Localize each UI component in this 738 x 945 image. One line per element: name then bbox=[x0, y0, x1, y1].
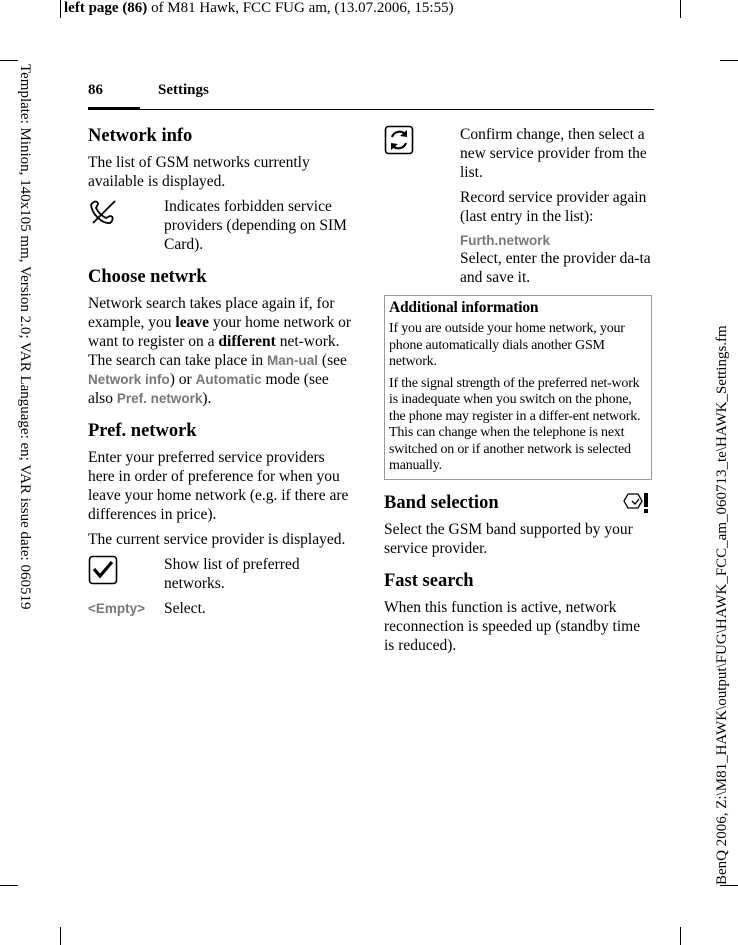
pref-network-label: Pref. network bbox=[116, 391, 203, 406]
page-number: 86 bbox=[88, 82, 103, 98]
choose-text-2: your home network or want to register on a bbox=[88, 314, 352, 350]
print-slug bbox=[64, 0, 454, 17]
confirm-row bbox=[384, 125, 652, 182]
current-provider-text: The current service provider is displayed. bbox=[88, 531, 346, 548]
choose-text-5: ) or bbox=[169, 371, 196, 388]
network-info-label: Network info bbox=[88, 372, 170, 387]
confirm-text: Confirm change, then select a new service provider from the list. bbox=[460, 126, 647, 181]
print-slug-rest: of M81 Hawk, FCC FUG am, (13.07.2006, 15:55) bbox=[147, 0, 454, 16]
crop-mark bbox=[720, 885, 738, 886]
crop-mark bbox=[720, 60, 738, 61]
forbidden-icon bbox=[88, 197, 118, 232]
furth-network-block bbox=[460, 232, 652, 287]
additional-info-title: Additional information bbox=[389, 299, 539, 316]
left-column bbox=[88, 125, 354, 624]
choose-network-heading: Choose netwrk bbox=[88, 267, 207, 287]
additional-info-p2: If the signal strength of the preferred net-work is inadequate when you switch on the phone, the phone may register in a differ-ent network. This can change when the telephone is next switched on or if another network is selected manually. bbox=[389, 375, 641, 473]
additional-info-box bbox=[384, 295, 652, 480]
header-rule bbox=[88, 109, 654, 110]
header-rule-accent bbox=[88, 107, 140, 110]
print-slug-bold: left page (86) bbox=[64, 0, 148, 16]
empty-row bbox=[88, 599, 354, 618]
choose-text-7: ). bbox=[202, 390, 212, 407]
network-info-text: The list of GSM networks currently available is displayed. bbox=[88, 154, 310, 190]
pref-network-text: Enter your preferred service providers here in order of preference for when you leave your home network (e.g. if there are differences in price). bbox=[88, 449, 349, 523]
network-info-heading: Network info bbox=[88, 126, 193, 146]
crop-mark bbox=[60, 0, 61, 18]
band-selection-text: Select the GSM band supported by your service provider. bbox=[384, 520, 633, 557]
furth-network-label: Furth.network bbox=[460, 233, 550, 248]
template-note bbox=[11, 64, 33, 664]
choose-text-4: (see bbox=[318, 352, 347, 369]
different-bold: different bbox=[218, 333, 276, 350]
choose-text-1: Network search takes place again if, for example, you bbox=[88, 295, 335, 331]
manual-label: Man-ual bbox=[267, 353, 319, 368]
page-header bbox=[88, 82, 654, 110]
forbidden-row bbox=[88, 197, 354, 254]
crop-mark bbox=[680, 927, 681, 945]
band-selection-title: Band selection bbox=[384, 492, 499, 513]
network-dependent-icon bbox=[622, 490, 652, 522]
fast-search-text: When this function is active, network reconnection is speeded up (standby time is reduced). bbox=[384, 598, 641, 654]
right-column bbox=[384, 125, 652, 661]
select-text: Select. bbox=[164, 600, 206, 617]
leave-bold: leave bbox=[175, 314, 209, 331]
page-title: Settings bbox=[158, 82, 209, 98]
forbidden-text: Indicates forbidden service providers (depending on SIM Card). bbox=[164, 198, 347, 253]
choose-network-text bbox=[88, 294, 354, 408]
record-text: Record service provider again (last entry in the list): bbox=[460, 189, 647, 225]
refresh-key-icon bbox=[384, 125, 414, 160]
checkmark-key-icon bbox=[88, 555, 118, 590]
pref-network-heading: Pref. network bbox=[88, 421, 197, 441]
crop-mark bbox=[680, 0, 681, 18]
band-selection-heading bbox=[384, 492, 652, 514]
additional-info-p1: If you are outside your home network, your phone automatically dials another GSM network. bbox=[389, 321, 625, 369]
file-path-note-text: BenQ 2006, Z:\M81_HAWK\output\FUG\HAWK_FCC_am_060713_te\HAWK_Settings.fm bbox=[714, 325, 730, 885]
empty-label: <Empty> bbox=[88, 601, 146, 616]
fast-search-heading: Fast search bbox=[384, 570, 474, 591]
crop-mark bbox=[0, 60, 18, 61]
automatic-label: Automatic bbox=[195, 372, 262, 387]
template-note-text: Template: Minion, 140x105 mm, Version 2.0; VAR Language: en; VAR issue date: 060519 bbox=[17, 64, 33, 610]
furth-network-text: Select, enter the provider da-ta and save it. bbox=[460, 250, 651, 286]
choose-text-6: mode (see also bbox=[88, 371, 329, 407]
choose-text-3: net-work. The search can take place in bbox=[88, 333, 340, 369]
crop-mark bbox=[0, 885, 18, 886]
show-list-text: Show list of preferred networks. bbox=[164, 556, 300, 592]
crop-mark bbox=[60, 927, 61, 945]
show-list-row bbox=[88, 555, 354, 593]
